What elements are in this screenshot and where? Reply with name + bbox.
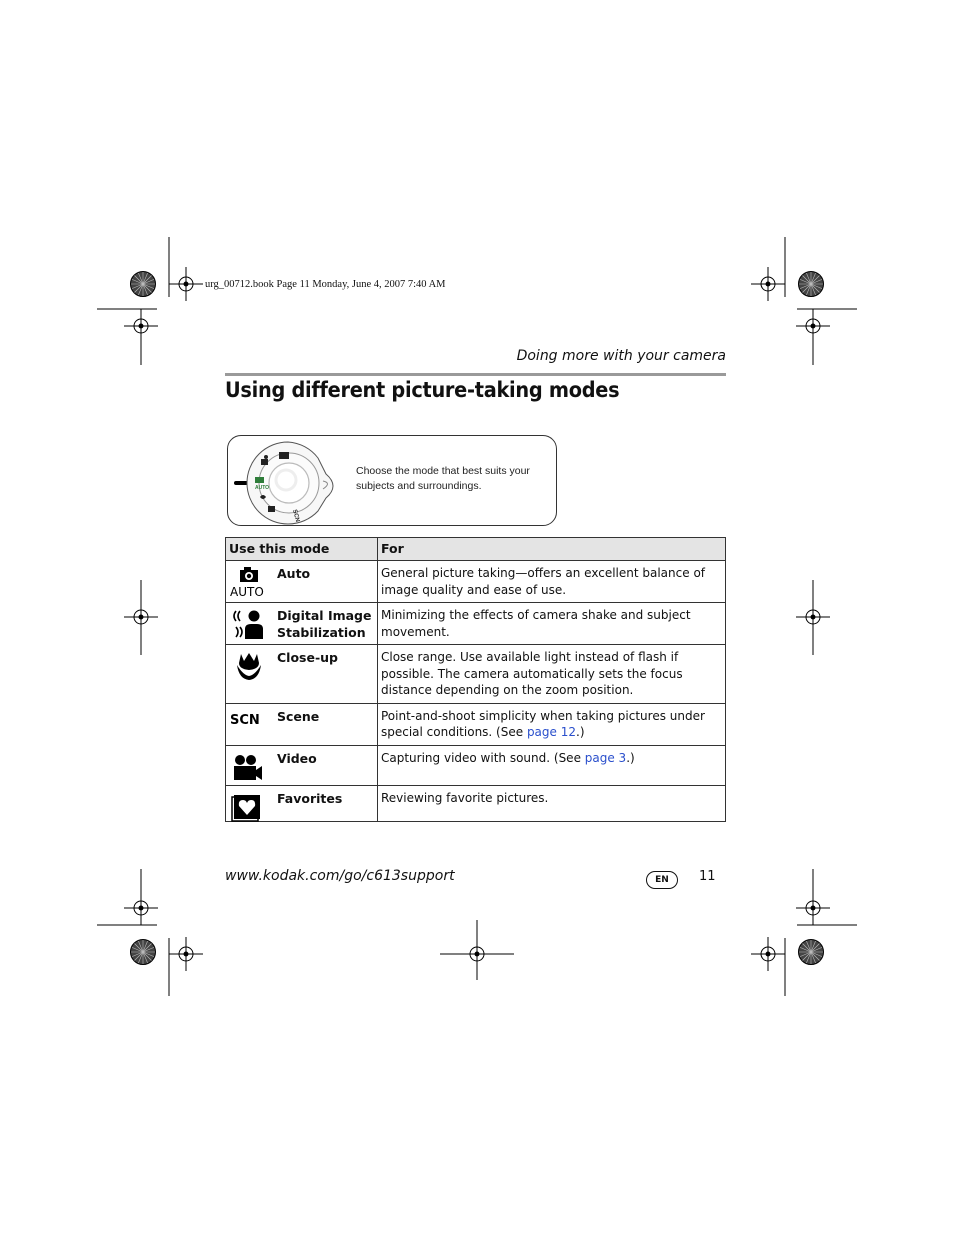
- mode-desc-favorites: Reviewing favorite pictures.: [378, 785, 726, 821]
- svg-text:SCN: SCN: [230, 712, 260, 728]
- stabilization-icon: [229, 607, 269, 641]
- mode-desc-close-up: Close range. Use available light instead of flash if possible. The camera automatically sets the focus distance depending on the zoom position.: [378, 645, 726, 704]
- scn-icon: [229, 708, 269, 742]
- video-camera-icon: [229, 750, 269, 784]
- dial-caption: Choose the mode that best suits your subjects and surroundings.: [356, 465, 530, 492]
- table-row: [226, 703, 726, 745]
- table-row: [226, 645, 726, 704]
- page-title: Using different picture-taking modes: [225, 378, 620, 402]
- print-slug-line: urg_00712.book Page 11 Monday, June 4, 2007 7:40 AM: [205, 279, 446, 290]
- mode-desc-auto: General picture taking—offers an excellent balance of image quality and ease of use.: [378, 561, 726, 603]
- mode-name-favorites: Favorites: [277, 790, 343, 806]
- table-row: [226, 785, 726, 821]
- mode-name-close-up: Close-up: [277, 650, 338, 665]
- page-3-link[interactable]: page 3: [584, 750, 627, 765]
- mode-dial-callout: [227, 435, 557, 526]
- mode-name-dis-line2: Stabilization: [277, 625, 366, 640]
- mode-desc-video: Capturing video with sound. (See page 3.): [378, 745, 726, 785]
- modes-table: [225, 537, 726, 822]
- mode-name-auto: Auto: [277, 566, 311, 581]
- header-for: For: [378, 538, 726, 561]
- dial-auto-label: AUTO: [255, 485, 270, 491]
- camera-auto-icon: [229, 565, 269, 599]
- mode-desc-stabilization: Minimizing the effects of camera shake and subject movement.: [378, 603, 726, 645]
- table-row: [226, 745, 726, 785]
- mode-name-video: Video: [277, 750, 317, 766]
- running-header: Doing more with your camera: [516, 348, 726, 364]
- mode-dial-icon: [228, 436, 353, 526]
- header-rule: [225, 373, 726, 376]
- header-use-this-mode: Use this mode: [226, 538, 378, 561]
- svg-text:AUTO: AUTO: [230, 585, 264, 599]
- table-header-row: [226, 538, 726, 561]
- table-row: [226, 561, 726, 603]
- table-row: [226, 603, 726, 645]
- flower-icon: [229, 649, 269, 683]
- page-number: 11: [699, 869, 716, 884]
- mode-desc-scene: Point-and-shoot simplicity when taking pictures under special conditions. (See page 12.): [378, 703, 726, 745]
- page-12-link[interactable]: page 12: [526, 725, 576, 739]
- mode-name-scene: Scene: [277, 708, 320, 724]
- mode-name-dis-line1: Digital Image: [277, 608, 372, 623]
- dial-scn-label: SCN: [291, 508, 301, 523]
- favorites-icon: [229, 790, 269, 824]
- footer-url[interactable]: www.kodak.com/go/c613support: [225, 868, 455, 884]
- language-badge: EN: [646, 871, 678, 889]
